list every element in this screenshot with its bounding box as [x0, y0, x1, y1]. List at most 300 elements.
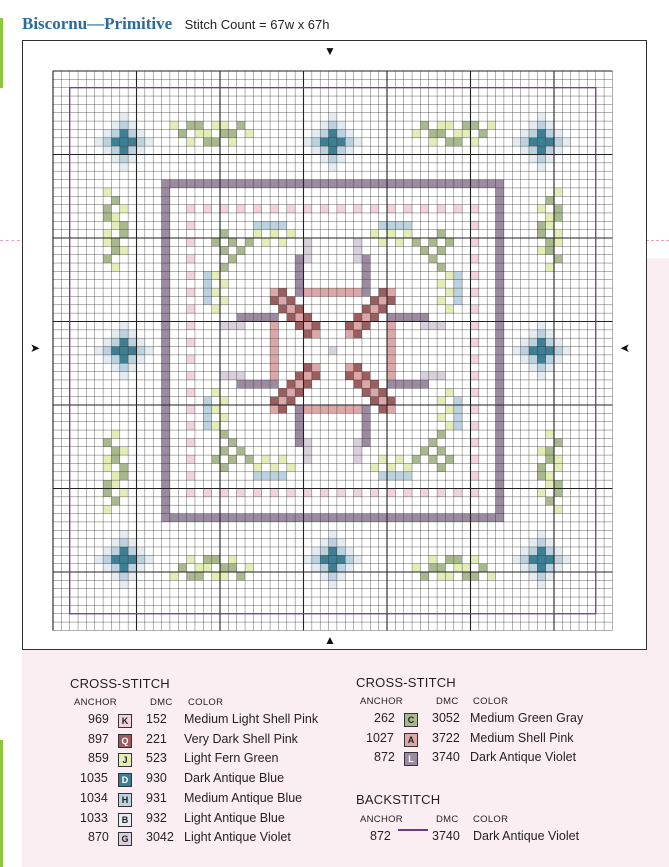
- stitch-cell: [329, 121, 337, 129]
- stitch-cell: [362, 271, 370, 279]
- stitch-cell: [278, 397, 286, 405]
- stitch-cell: [120, 539, 128, 547]
- stitch-cell: [295, 271, 303, 279]
- stitch-cell: [128, 572, 136, 580]
- stitch-cell: [312, 288, 320, 296]
- stitch-cell: [429, 322, 437, 330]
- stitch-cell: [554, 555, 562, 563]
- stitch-cell: [212, 514, 220, 522]
- stitch-cell: [304, 246, 312, 254]
- stitch-cell: [220, 572, 228, 580]
- stitch-cell: [362, 255, 370, 263]
- stitch-cell: [337, 572, 345, 580]
- stitch-cell: [354, 255, 362, 263]
- stitch-cell: [395, 313, 403, 321]
- stitch-cell: [103, 463, 111, 471]
- stitch-cell: [162, 213, 170, 221]
- stitch-cell: [128, 338, 136, 346]
- stitch-cell: [270, 288, 278, 296]
- stitch-cell: [278, 288, 286, 296]
- stitch-cell: [554, 188, 562, 196]
- stitch-cell: [203, 288, 211, 296]
- stitch-cell: [253, 489, 261, 497]
- stitch-cell: [111, 338, 119, 346]
- center-arrow-left: ➤: [30, 341, 41, 355]
- stitch-cell: [345, 180, 353, 188]
- stitch-cell: [454, 205, 462, 213]
- stitch-cell: [162, 288, 170, 296]
- stitch-cell: [111, 347, 119, 355]
- stitch-cell: [162, 463, 170, 471]
- stitch-cell: [162, 455, 170, 463]
- stitch-cell: [471, 388, 479, 396]
- stitch-cell: [454, 413, 462, 421]
- stitch-cell: [537, 580, 545, 588]
- anchor-number: 870: [88, 830, 109, 845]
- stitch-cell: [529, 121, 537, 129]
- stitch-cell: [312, 405, 320, 413]
- stitch-cell: [496, 271, 504, 279]
- stitch-cell: [187, 271, 195, 279]
- stitch-cell: [379, 288, 387, 296]
- stitch-cell: [537, 564, 545, 572]
- stitch-cell: [429, 514, 437, 522]
- stitch-cell: [512, 347, 520, 355]
- stitch-cell: [111, 221, 119, 229]
- stitch-cell: [320, 405, 328, 413]
- stitch-cell: [445, 271, 453, 279]
- stitch-cell: [454, 514, 462, 522]
- center-arrow-bottom: ▲: [324, 633, 336, 647]
- stitch-cell: [454, 405, 462, 413]
- stitch-cell: [111, 213, 119, 221]
- stitch-cell: [320, 572, 328, 580]
- stitch-cell: [287, 388, 295, 396]
- stitch-cell: [187, 238, 195, 246]
- stitch-cell: [362, 288, 370, 296]
- stitch-cell: [120, 347, 128, 355]
- stitch-cell: [362, 388, 370, 396]
- stitch-cell: [137, 138, 145, 146]
- stitch-cell: [329, 138, 337, 146]
- stitch-cell: [278, 238, 286, 246]
- stitch-cell: [295, 280, 303, 288]
- stitch-cell: [162, 263, 170, 271]
- stitch-cell: [120, 230, 128, 238]
- stitch-cell: [295, 322, 303, 330]
- stitch-cell: [554, 355, 562, 363]
- stitch-cell: [337, 489, 345, 497]
- legend-row: [356, 750, 636, 768]
- stitch-cell: [521, 338, 529, 346]
- stitch-cell: [111, 480, 119, 488]
- stitch-cell: [212, 455, 220, 463]
- stitch-cell: [354, 330, 362, 338]
- stitch-cell: [454, 138, 462, 146]
- stitch-cell: [529, 564, 537, 572]
- stitch-cell: [212, 555, 220, 563]
- stitch-cell: [120, 447, 128, 455]
- stitch-cell: [496, 280, 504, 288]
- stitch-cell: [120, 547, 128, 555]
- stitch-cell: [496, 438, 504, 446]
- stitch-cell: [287, 380, 295, 388]
- stitch-cell: [345, 363, 353, 371]
- stitch-cell: [103, 230, 111, 238]
- stitch-cell: [404, 230, 412, 238]
- stitch-cell: [420, 372, 428, 380]
- stitch-cell: [362, 405, 370, 413]
- stitch-cell: [187, 555, 195, 563]
- green-accent-rule-bottom: [0, 740, 3, 867]
- stitch-cell: [404, 514, 412, 522]
- stitch-cell: [462, 514, 470, 522]
- stitch-cell: [212, 138, 220, 146]
- stitch-cell: [387, 405, 395, 413]
- stitch-cell: [445, 288, 453, 296]
- stitch-cell: [546, 564, 554, 572]
- stitch-cell: [362, 430, 370, 438]
- stitch-cell: [537, 322, 545, 330]
- stitch-cell: [304, 255, 312, 263]
- stitch-cell: [304, 288, 312, 296]
- stitch-cell: [111, 572, 119, 580]
- stitch-cell: [287, 397, 295, 405]
- stitch-cell: [562, 347, 570, 355]
- dashed-divider-left: [0, 240, 20, 241]
- stitch-cell: [437, 121, 445, 129]
- stitch-cell: [237, 447, 245, 455]
- stitch-cell: [395, 455, 403, 463]
- stitch-cell: [404, 180, 412, 188]
- title-row: [22, 14, 330, 36]
- stitch-count: Stitch Count = 67w x 67h: [184, 17, 330, 32]
- stitch-cell: [212, 405, 220, 413]
- stitch-cell: [537, 221, 545, 229]
- stitch-cell: [270, 322, 278, 330]
- stitch-cell: [487, 572, 495, 580]
- stitch-cell: [487, 514, 495, 522]
- stitch-cell: [537, 205, 545, 213]
- stitch-cell: [220, 263, 228, 271]
- stitch-cell: [370, 205, 378, 213]
- stitch-cell: [111, 430, 119, 438]
- stitch-cell: [304, 138, 312, 146]
- dmc-number: 932: [146, 810, 167, 825]
- stitch-cell: [103, 205, 111, 213]
- stitch-cell: [354, 372, 362, 380]
- stitch-cell: [471, 271, 479, 279]
- stitch-cell: [554, 480, 562, 488]
- stitch-cell: [111, 355, 119, 363]
- stitch-cell: [387, 322, 395, 330]
- stitch-cell: [111, 238, 119, 246]
- stitch-cell: [162, 296, 170, 304]
- stitch-cell: [162, 405, 170, 413]
- stitch-cell: [320, 155, 328, 163]
- stitch-cell: [178, 129, 186, 137]
- stitch-cell: [496, 413, 504, 421]
- stitch-cell: [120, 163, 128, 171]
- stitch-cell: [420, 489, 428, 497]
- stitch-cell: [237, 380, 245, 388]
- stitch-cell: [345, 514, 353, 522]
- stitch-cell: [345, 330, 353, 338]
- stitch-cell: [120, 330, 128, 338]
- stitch-cell: [496, 380, 504, 388]
- color-name: Dark Antique Violet: [473, 829, 580, 843]
- stitch-cell: [387, 296, 395, 304]
- stitch-cell: [137, 555, 145, 563]
- stitch-cell: [329, 405, 337, 413]
- stitch-cell: [537, 155, 545, 163]
- stitch-cell: [270, 380, 278, 388]
- stitch-cell: [479, 564, 487, 572]
- stitch-cell: [287, 305, 295, 313]
- stitch-cell: [295, 514, 303, 522]
- stitch-cell: [395, 472, 403, 480]
- stitch-cell: [120, 572, 128, 580]
- anchor-number: 262: [374, 711, 395, 725]
- stitch-cell: [295, 430, 303, 438]
- stitch-cell: [496, 363, 504, 371]
- stitch-cell: [295, 422, 303, 430]
- stitch-cell: [162, 205, 170, 213]
- stitch-cell: [162, 422, 170, 430]
- stitch-cell: [537, 372, 545, 380]
- stitch-cell: [304, 405, 312, 413]
- col-dmc: DMC: [436, 814, 459, 825]
- stitch-cell: [162, 246, 170, 254]
- stitch-cell: [187, 455, 195, 463]
- anchor-number: 859: [88, 751, 109, 766]
- stitch-cell: [437, 322, 445, 330]
- stitch-cell: [212, 305, 220, 313]
- stitch-cell: [546, 547, 554, 555]
- chart-frame: [22, 40, 647, 650]
- color-name: Medium Antique Blue: [184, 790, 303, 805]
- stitch-cell: [354, 447, 362, 455]
- stitch-cell: [245, 180, 253, 188]
- stitch-cell: [537, 363, 545, 371]
- stitch-cell: [162, 230, 170, 238]
- stitch-cell: [412, 564, 420, 572]
- stitch-cell: [471, 372, 479, 380]
- stitch-cell: [187, 372, 195, 380]
- stitch-cell: [111, 555, 119, 563]
- stitch-cell: [362, 263, 370, 271]
- stitch-cell: [337, 514, 345, 522]
- stitch-cell: [270, 514, 278, 522]
- stitch-cell: [537, 489, 545, 497]
- stitch-cell: [429, 372, 437, 380]
- stitch-cell: [362, 313, 370, 321]
- stitch-cell: [370, 388, 378, 396]
- stitch-cell: [370, 296, 378, 304]
- stitch-cell: [362, 438, 370, 446]
- stitch-cell: [212, 238, 220, 246]
- stitch-cell: [270, 221, 278, 229]
- stitch-cell: [329, 180, 337, 188]
- stitch-cell: [178, 514, 186, 522]
- backstitch-heading: BACKSTITCH: [356, 792, 441, 807]
- stitch-cell: [162, 363, 170, 371]
- legend-row: [356, 711, 636, 729]
- stitch-cell: [437, 372, 445, 380]
- stitch-cell: [111, 263, 119, 271]
- stitch-cell: [370, 463, 378, 471]
- stitch-cell: [253, 472, 261, 480]
- stitch-cell: [270, 397, 278, 405]
- stitch-cell: [496, 455, 504, 463]
- stitch-cell: [546, 138, 554, 146]
- stitch-cell: [111, 363, 119, 371]
- stitch-cell: [270, 296, 278, 304]
- stitch-cell: [554, 455, 562, 463]
- stitch-cell: [212, 572, 220, 580]
- stitch-cell: [103, 480, 111, 488]
- stitch-cell: [554, 489, 562, 497]
- color-name: Light Antique Violet: [184, 830, 291, 845]
- stitch-cell: [479, 514, 487, 522]
- stitch-cell: [128, 155, 136, 163]
- stitch-cell: [471, 572, 479, 580]
- stitch-cell: [529, 547, 537, 555]
- anchor-number: 872: [370, 829, 391, 843]
- stitch-cell: [237, 489, 245, 497]
- stitch-cell: [187, 405, 195, 413]
- stitch-cell: [329, 530, 337, 538]
- color-name: Light Fern Green: [184, 751, 279, 766]
- stitch-cell: [228, 372, 236, 380]
- stitch-cell: [429, 138, 437, 146]
- stitch-cell: [329, 155, 337, 163]
- stitch-cell: [111, 564, 119, 572]
- stitch-cell: [187, 438, 195, 446]
- stitch-cell: [312, 330, 320, 338]
- stitch-cell: [187, 572, 195, 580]
- stitch-cell: [203, 422, 211, 430]
- stitch-cell: [203, 138, 211, 146]
- stitch-cell: [454, 397, 462, 405]
- stitch-cell: [103, 555, 111, 563]
- stitch-cell: [103, 455, 111, 463]
- stitch-cell: [220, 447, 228, 455]
- stitch-cell: [162, 447, 170, 455]
- stitch-cell: [145, 347, 153, 355]
- stitch-cell: [496, 305, 504, 313]
- stitch-cell: [304, 455, 312, 463]
- stitch-cell: [111, 455, 119, 463]
- stitch-cell: [220, 397, 228, 405]
- anchor-number: 872: [374, 750, 395, 765]
- stitch-cell: [228, 564, 236, 572]
- stitch-cell: [220, 230, 228, 238]
- stitch-cell: [329, 163, 337, 171]
- stitch-cell: [471, 489, 479, 497]
- anchor-number: 897: [88, 731, 109, 746]
- stitch-cell: [237, 121, 245, 129]
- stitch-cell: [270, 347, 278, 355]
- stitch-cell: [137, 347, 145, 355]
- stitch-cell: [345, 405, 353, 413]
- stitch-cell: [445, 405, 453, 413]
- green-accent-rule: [0, 18, 3, 88]
- anchor-number: 1033: [80, 810, 108, 825]
- stitch-cell: [195, 121, 203, 129]
- stitch-cell: [195, 514, 203, 522]
- stitch-cell: [337, 129, 345, 137]
- stitch-cell: [429, 455, 437, 463]
- stitch-cell: [354, 288, 362, 296]
- stitch-cell: [120, 463, 128, 471]
- stitch-cell: [554, 564, 562, 572]
- stitch-cell: [203, 564, 211, 572]
- stitch-cell: [312, 514, 320, 522]
- stitch-cell: [128, 363, 136, 371]
- stitch-cell: [379, 296, 387, 304]
- stitch-cell: [304, 438, 312, 446]
- stitch-cell: [304, 313, 312, 321]
- stitch-cell: [295, 372, 303, 380]
- stitch-cell: [287, 296, 295, 304]
- stitch-cell: [137, 146, 145, 154]
- stitch-cell: [462, 129, 470, 137]
- stitch-cell: [187, 338, 195, 346]
- stitch-cell: [304, 489, 312, 497]
- stitch-cell: [120, 121, 128, 129]
- stitch-cell: [304, 205, 312, 213]
- stitch-cell: [312, 146, 320, 154]
- stitch-cell: [454, 271, 462, 279]
- stitch-cell: [471, 221, 479, 229]
- stitch-cell: [320, 514, 328, 522]
- stitch-cell: [137, 547, 145, 555]
- stitch-cell: [471, 180, 479, 188]
- stitch-cell: [245, 455, 253, 463]
- stitch-cell: [437, 205, 445, 213]
- stitch-cell: [420, 572, 428, 580]
- stitch-cell: [103, 238, 111, 246]
- stitch-cell: [537, 530, 545, 538]
- stitch-cell: [387, 221, 395, 229]
- stitch-cell: [337, 180, 345, 188]
- stitch-cell: [220, 129, 228, 137]
- dmc-number: 3722: [432, 730, 460, 745]
- stitch-cell: [111, 472, 119, 480]
- stitch-cell: [554, 230, 562, 238]
- stitch-cell: [462, 180, 470, 188]
- stitch-cell: [337, 205, 345, 213]
- stitch-cell: [262, 380, 270, 388]
- legend-row: [70, 830, 350, 848]
- stitch-cell: [162, 388, 170, 396]
- stitch-cell: [304, 363, 312, 371]
- stitch-cell: [362, 280, 370, 288]
- stitch-cell: [521, 355, 529, 363]
- stitch-cell: [471, 288, 479, 296]
- stitch-cell: [162, 196, 170, 204]
- stitch-cell: [387, 472, 395, 480]
- stitch-cell: [162, 305, 170, 313]
- stitch-cell: [228, 238, 236, 246]
- stitch-cell: [345, 372, 353, 380]
- stitch-cell: [529, 363, 537, 371]
- stitch-cell: [262, 238, 270, 246]
- stitch-cell: [103, 146, 111, 154]
- stitch-cell: [103, 438, 111, 446]
- stitch-cell: [387, 330, 395, 338]
